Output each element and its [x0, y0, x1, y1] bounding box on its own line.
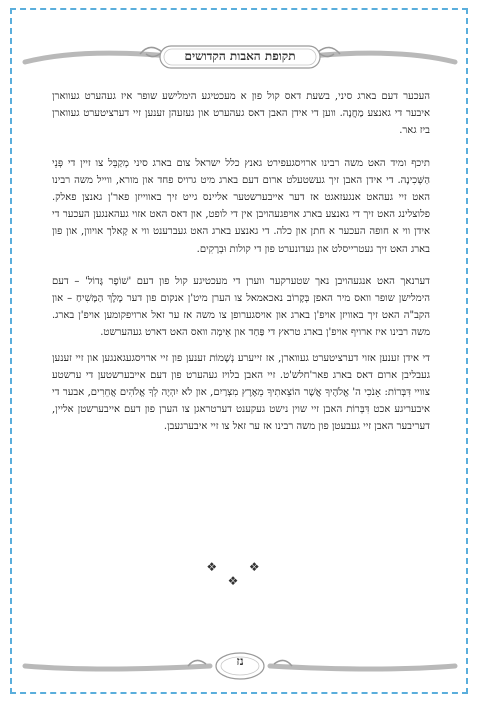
section-divider: ❖ ❖ ❖	[206, 560, 274, 588]
page-number: נז	[236, 654, 244, 668]
paragraph-4: די אידן זענען אזוי דערציטערט געווארן, אז זייערע נְשָׁמוֹת זענען פון זיי ארויסגעגאנגען און זיי זענען געבליבן ארום דאס בארג פאר'חלש'ט. זיי האבן בלויז געהערט פון דעם אייבערשטען די ערשטע צוויי דִּבְּרוֹת: אָנֹכִי ה' אֱלֹהֶיךָ אֲשֶׁר הוֹצֵאתִיךָ מֵאֶרֶץ מִצְרַיִם, און לֹא יִהְיֶה לְךָ אֱלֹהִים אֲחֵרִים, אבער די איבעריגע אכט דִּבְּרוֹת האבן זיי שוין נישט געקענט דערטראגן צו הערן פון דעם אייבערשטן אליין, דעריבער האבן זיי געבעטן פון משה רבינו אז ער זאל צו זיי איבערגעבן.	[52, 352, 430, 433]
paragraph-3: דערנאך האט אנגעהויבן נאך שטערקער ווערן די מעכטיגע קול פון דעם 'שׁוֹפָר גָּדוֹל' – דעם הימלישן שופר וואס מיר האפן בְּקָרוֹב נאכאמאל צו הערן מיט'ן אנקום פון דער מֶלֶךְ הַמָּשִׁיחַ – און הקב"ה האט זיך באוויזן אויפ'ן בארג און אויסגערופן צו משה אז ער זאל ארויפקומען אויפ'ן בארג. משה רבינו איז ארויף אויפ'ן בארג טראץ די פַּחַד און אֵימָה וואס האט דארט געהערשט.	[52, 275, 430, 339]
paragraph-2: תיכף ומיד האט משה רבינו ארויסגעפירט גאנץ כלל ישראל צום בארג סיני מְקַבֵּל צו זיין די פְּנֵי הַשְּׁכִינָה. די אידן האבן זיך געשטעלט ארום דעם בארג מיט גרויס פחד און מורא, ווייל משה רבינו האט זיי געהאט אנגעזאגט אז דער אייבערשטער אליינס גייט זיך באווייזן פאר'ן גאנצן פאלק. פלוצלינג האט זיך די גאנצע בארג אויפגעהויבן אין די לופט, און דאס האט אזוי געהאנגען העכער די אידן ווי א חופה העכער א חתן און כלה. די גאנצע בארג האט געברענט ווי א קָאלך אויוון, און פון בארג האט זיך געטרייסלט און געדונערט פון די קולות וּבְרָקִים.	[52, 157, 430, 255]
running-header-title: תקופת האבות הקדושים	[184, 49, 296, 63]
body-text	[52, 88, 430, 451]
paragraph-1: העכער דעם בארג סיני, בשעת דאס קול פון א מעכטיגע הימלישע שופר איז געהערט געווארן איבער די גאנצע מַחֲנֶה. ווען די אידן האבן דאס געהערט און געזעהן זענען זיי דערציטערט געווארן ביז גאר.	[52, 91, 430, 137]
